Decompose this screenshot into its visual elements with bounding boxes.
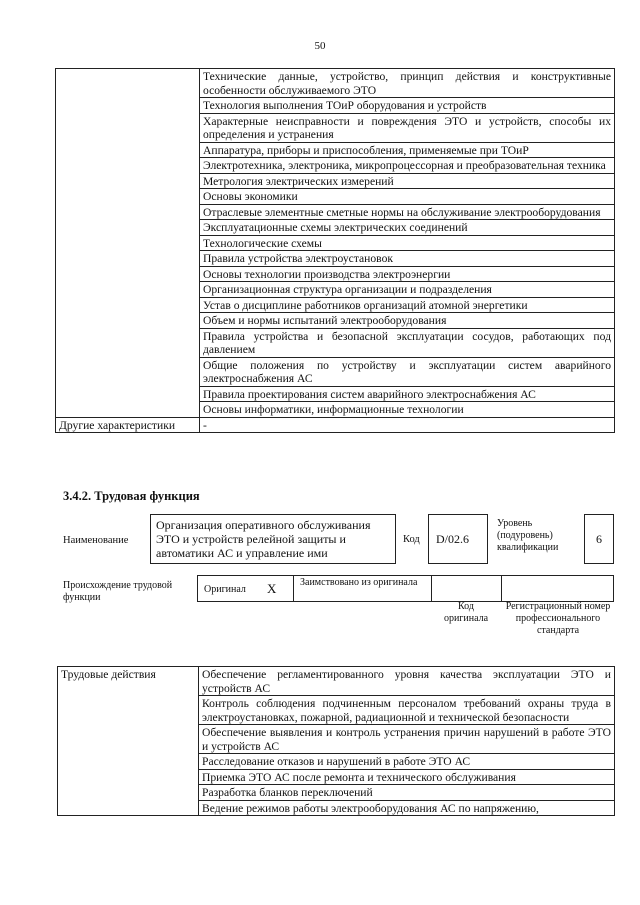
table-cell: Устав о дисциплине работников организаций атомной энергетики [200,297,615,313]
table-cell: Основы информатики, информационные технологии [200,402,615,418]
other-characteristics-value: - [200,417,615,433]
table-cell: Технология выполнения ТОиР оборудования и устройств [200,98,615,114]
code-label: Код [403,534,420,545]
table-cell: Ведение режимов работы электрооборудования АС по напряжению, [199,800,615,816]
code-box [428,514,488,564]
table-cell: Контроль соблюдения подчиненным персоналом требований охраны труда в электроустановках, пожарной, радиационной и технической безопасности [199,696,615,725]
level-value: 6 [596,532,602,546]
original-label: Оригинал [204,584,246,595]
origin-label: Происхождение трудовой функции [63,580,173,603]
table-cell: Отраслевые элементные сметные нормы на обслуживание электрооборудования [200,204,615,220]
table-cell: Общие положения по устройству и эксплуатации систем аварийного электроснабжения АС [200,357,615,386]
other-characteristics-label: Другие характеристики [56,417,200,433]
table-cell: Характерные неисправности и повреждения ЭТО и устройств, способы их определения и устранения [200,113,615,142]
name-label: Наименование [63,535,129,546]
original-code-caption: Код оригинала [443,601,489,624]
page-number: 50 [314,40,326,52]
original-code-box [431,575,502,602]
level-label: Уровень (подуровень) квалификации [497,518,559,553]
original-box [197,575,294,602]
table-cell: Технологические схемы [200,235,615,251]
original-mark: X [267,581,277,596]
row-label-cell [56,69,200,418]
table-row [58,667,615,696]
section-title: 3.4.2. Трудовая функция [63,489,200,503]
reg-number-box [501,575,614,602]
level-box [584,514,614,564]
reg-number-caption: Регистрационный номер профессионального стандарта [505,601,611,636]
table-cell: Основы технологии производства электроэнергии [200,266,615,282]
table-cell: Электротехника, электроника, микропроцессорная и преобразовательная техника [200,158,615,174]
borrowed-label: Заимствовано из оригинала [300,577,418,588]
table-cell: Объем и нормы испытаний электрооборудования [200,313,615,329]
table-cell: Основы экономики [200,189,615,205]
function-name-box [150,514,396,564]
labor-actions-table [57,666,615,816]
table-cell: Расследование отказов и нарушений в работе ЭТО АС [199,754,615,770]
knowledge-table [55,68,615,433]
table-cell: Метрология электрических измерений [200,173,615,189]
table-cell: Приемка ЭТО АС после ремонта и технического обслуживания [199,769,615,785]
table-cell: Организационная структура организации и подразделения [200,282,615,298]
code-value: D/02.6 [436,532,469,546]
table-cell: Обеспечение выявления и контроль устранения причин нарушений в работе ЭТО и устройств АС [199,725,615,754]
table-row [56,417,615,433]
table-row [56,69,615,98]
table-cell: Аппаратура, приборы и приспособления, применяемые при ТОиР [200,142,615,158]
table-cell: Обеспечение регламентированного уровня качества эксплуатации ЭТО и устройств АС [199,667,615,696]
row-label-cell: Трудовые действия [58,667,199,816]
table-cell: Правила проектирования систем аварийного электроснабжения АС [200,386,615,402]
table-cell: Правила устройства электроустановок [200,251,615,267]
table-cell: Правила устройства и безопасной эксплуатации сосудов, работающих под давлением [200,328,615,357]
borrowed-box [293,575,432,602]
table-cell: Разработка бланков переключений [199,785,615,801]
function-name-value: Организация оперативного обслуживания ЭТО и устройств релейной защиты и автоматики АС и управление ими [156,518,371,560]
table-cell: Эксплуатационные схемы электрических соединений [200,220,615,236]
table-cell: Технические данные, устройство, принцип действия и конструктивные особенности обслуживаемого ЭТО [200,69,615,98]
